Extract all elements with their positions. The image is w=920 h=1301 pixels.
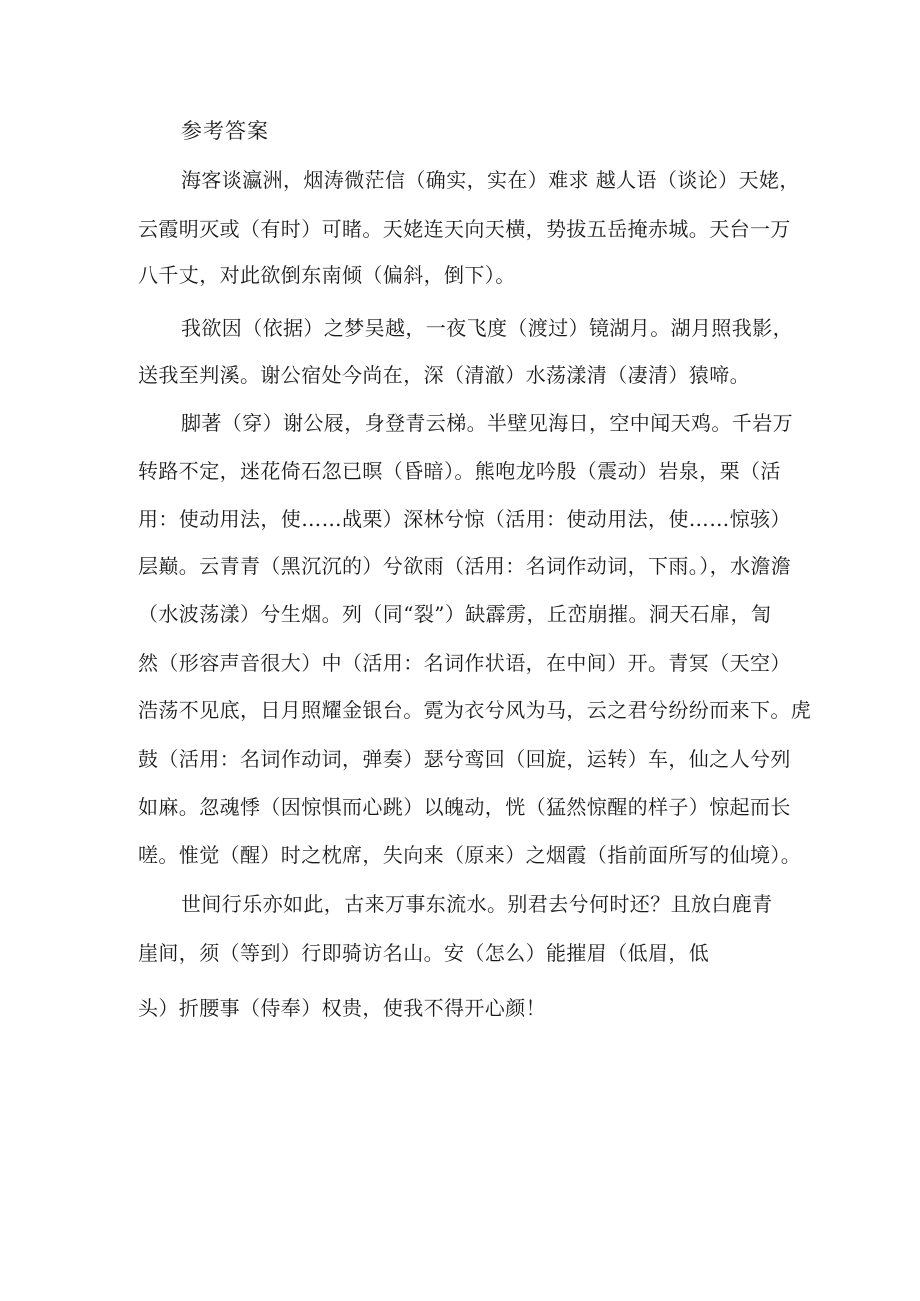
paragraph-2-line-2: 送我至判溪。谢公宿处今尚在，深（清澈）水荡漾清（凄清）猿啼。: [138, 363, 750, 387]
paragraph-4-line-3: 头）折腰事（侍奉）权贵，使我不得开心颜！: [138, 996, 546, 1020]
paragraph-4-line-1: 世间行乐亦如此，古来万事东流水。别君去兮何时还？且放白鹿青: [181, 892, 773, 916]
paragraph-3-line-9: 如麻。忽魂悸（因惊惧而心跳）以魄动，恍（猛然惊醒的样子）惊起而长: [138, 795, 791, 819]
paragraph-3-line-8: 鼓（活用：名词作动词，弹奏）瑟兮鸾回（回旋，运转）车，仙之人兮列: [138, 747, 791, 771]
paragraph-3-line-1: 脚著（穿）谢公屐，身登青云梯。半壁见海日，空中闻天鸡。千岩万: [181, 411, 793, 435]
paragraph-3-line-3: 用：使动用法，使……战栗）深林兮惊（活用：使动用法，使……惊骇）: [138, 507, 791, 531]
paragraph-3-line-4: 层巅。云青青（黑沉沉的）兮欲雨（活用：名词作动词，下雨。），水澹澹: [138, 554, 792, 578]
paragraph-1-line-1: 海客谈瀛洲，烟涛微茫信（确实，实在）难求 越人语（谈论）天姥，: [181, 168, 800, 192]
document-title: 参考答案: [181, 119, 269, 143]
paragraph-2-line-1: 我欲因（依据）之梦吴越，一夜飞度（渡过）镜湖月。湖月照我影，: [181, 316, 793, 340]
paragraph-3-line-5: （水波荡漾）兮生烟。列（同“裂”）缺霹雳，丘峦崩摧。洞天石扉，訇: [138, 602, 772, 626]
paragraph-1-line-3: 八千丈，对此欲倒东南倾（偏斜，倒下）。: [138, 263, 516, 287]
paragraph-3-line-10: 嗟。惟觉（醒）时之枕席，失向来（原来）之烟霞（指前面所写的仙境）。: [138, 843, 802, 867]
paragraph-3-line-2: 转路不定，迷花倚石忽已暝（昏暗）。熊咆龙吟殷（震动）岩泉，栗（活: [138, 459, 781, 483]
paragraph-3-line-6: 然（形容声音很大）中（活用：名词作状语，在中间）开。青冥（天空）: [138, 651, 791, 675]
paragraph-3-line-7: 浩荡不见底，日月照耀金银台。霓为衣兮风为马，云之君兮纷纷而来下。虎: [138, 698, 812, 722]
paragraph-4-line-2: 崖间，须（等到）行即骑访名山。安（怎么）能摧眉（低眉，低: [138, 941, 710, 965]
paragraph-1-line-2: 云霞明灭或（有时）可睹。天姥连天向天横，势拔五岳掩赤城。天台一万: [138, 217, 791, 241]
